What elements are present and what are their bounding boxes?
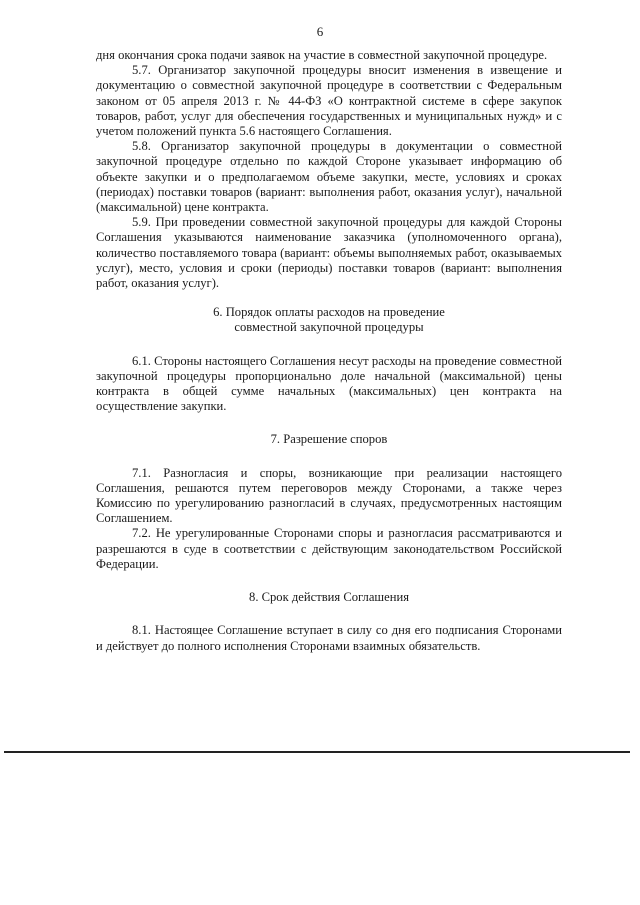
section-6-heading — [96, 305, 562, 335]
paragraph-6-1: 6.1. Стороны настоящего Соглашения несут расходы на проведение совместной закупочной процедуры пропорционально доле начальной (максимальной) цены контракта в общей сумме начальных (максимальных) цен контракта на осуществление закупки. — [96, 353, 562, 414]
document-body — [96, 48, 562, 654]
section-8-heading: 8. Срок действия Соглашения — [249, 590, 409, 605]
paragraph-5-8: 5.8. Организатор закупочной процедуры в документации о совместной закупочной процедуре отдельно по каждой Стороне указывает информацию об объекте закупки и о предполагаемом объеме закупки, месте, условиях и сроках (периодах) поставки товаров (вариант: выполнения работ, оказания услуг), начальной (максимальной) цене контракта. — [96, 139, 562, 215]
section-6-heading-line-2: совместной закупочной процедуры — [234, 320, 424, 335]
page-number: 6 — [316, 24, 324, 39]
paragraph-5-9: 5.9. При проведении совместной закупочной процедуры для каждой Стороны Соглашения указываются наименование заказчика (уполномоченного органа), количество поставляемого товара (вариант: объемы выполняемых работ, оказываемых услуг), место, условия и сроки (периоды) поставки товаров (вариант: выполнения работ, оказания услуг). — [96, 215, 562, 291]
paragraph-7-1: 7.1. Разногласия и споры, возникающие при реализации настоящего Соглашения, решаются путем переговоров между Сторонами, а также через Комиссию по урегулированию разногласий в случаях, предусмотренных настоящим Соглашением. — [96, 465, 562, 526]
paragraph-5-6-continuation: дня окончания срока подачи заявок на участие в совместной закупочной процедуре. — [96, 48, 548, 62]
paragraph-8-1: 8.1. Настоящее Соглашение вступает в силу со дня его подписания Сторонами и действует до полного исполнения Сторонами взаимных обязательств. — [96, 623, 562, 653]
section-6-heading-line-1: 6. Порядок оплаты расходов на проведение — [213, 305, 445, 320]
page-bottom-rule — [4, 751, 630, 753]
paragraph-7-2: 7.2. Не урегулированные Сторонами споры и разногласия рассматриваются и разрешаются в суде в соответствии с действующим законодательством Российской Федерации. — [96, 526, 562, 571]
section-7-heading: 7. Разрешение споров — [270, 432, 388, 447]
paragraph-5-7: 5.7. Организатор закупочной процедуры вносит изменения в извещение и документацию о совместной закупочной процедуре в соответствии с Федеральным законом от 05 апреля 2013 г. № 44-ФЗ «О контрактной системе в сфере закупок товаров, работ, услуг для обеспечения государственных и муниципальных нужд» и с учетом положений пункта 5.6 настоящего Соглашения. — [96, 63, 562, 139]
